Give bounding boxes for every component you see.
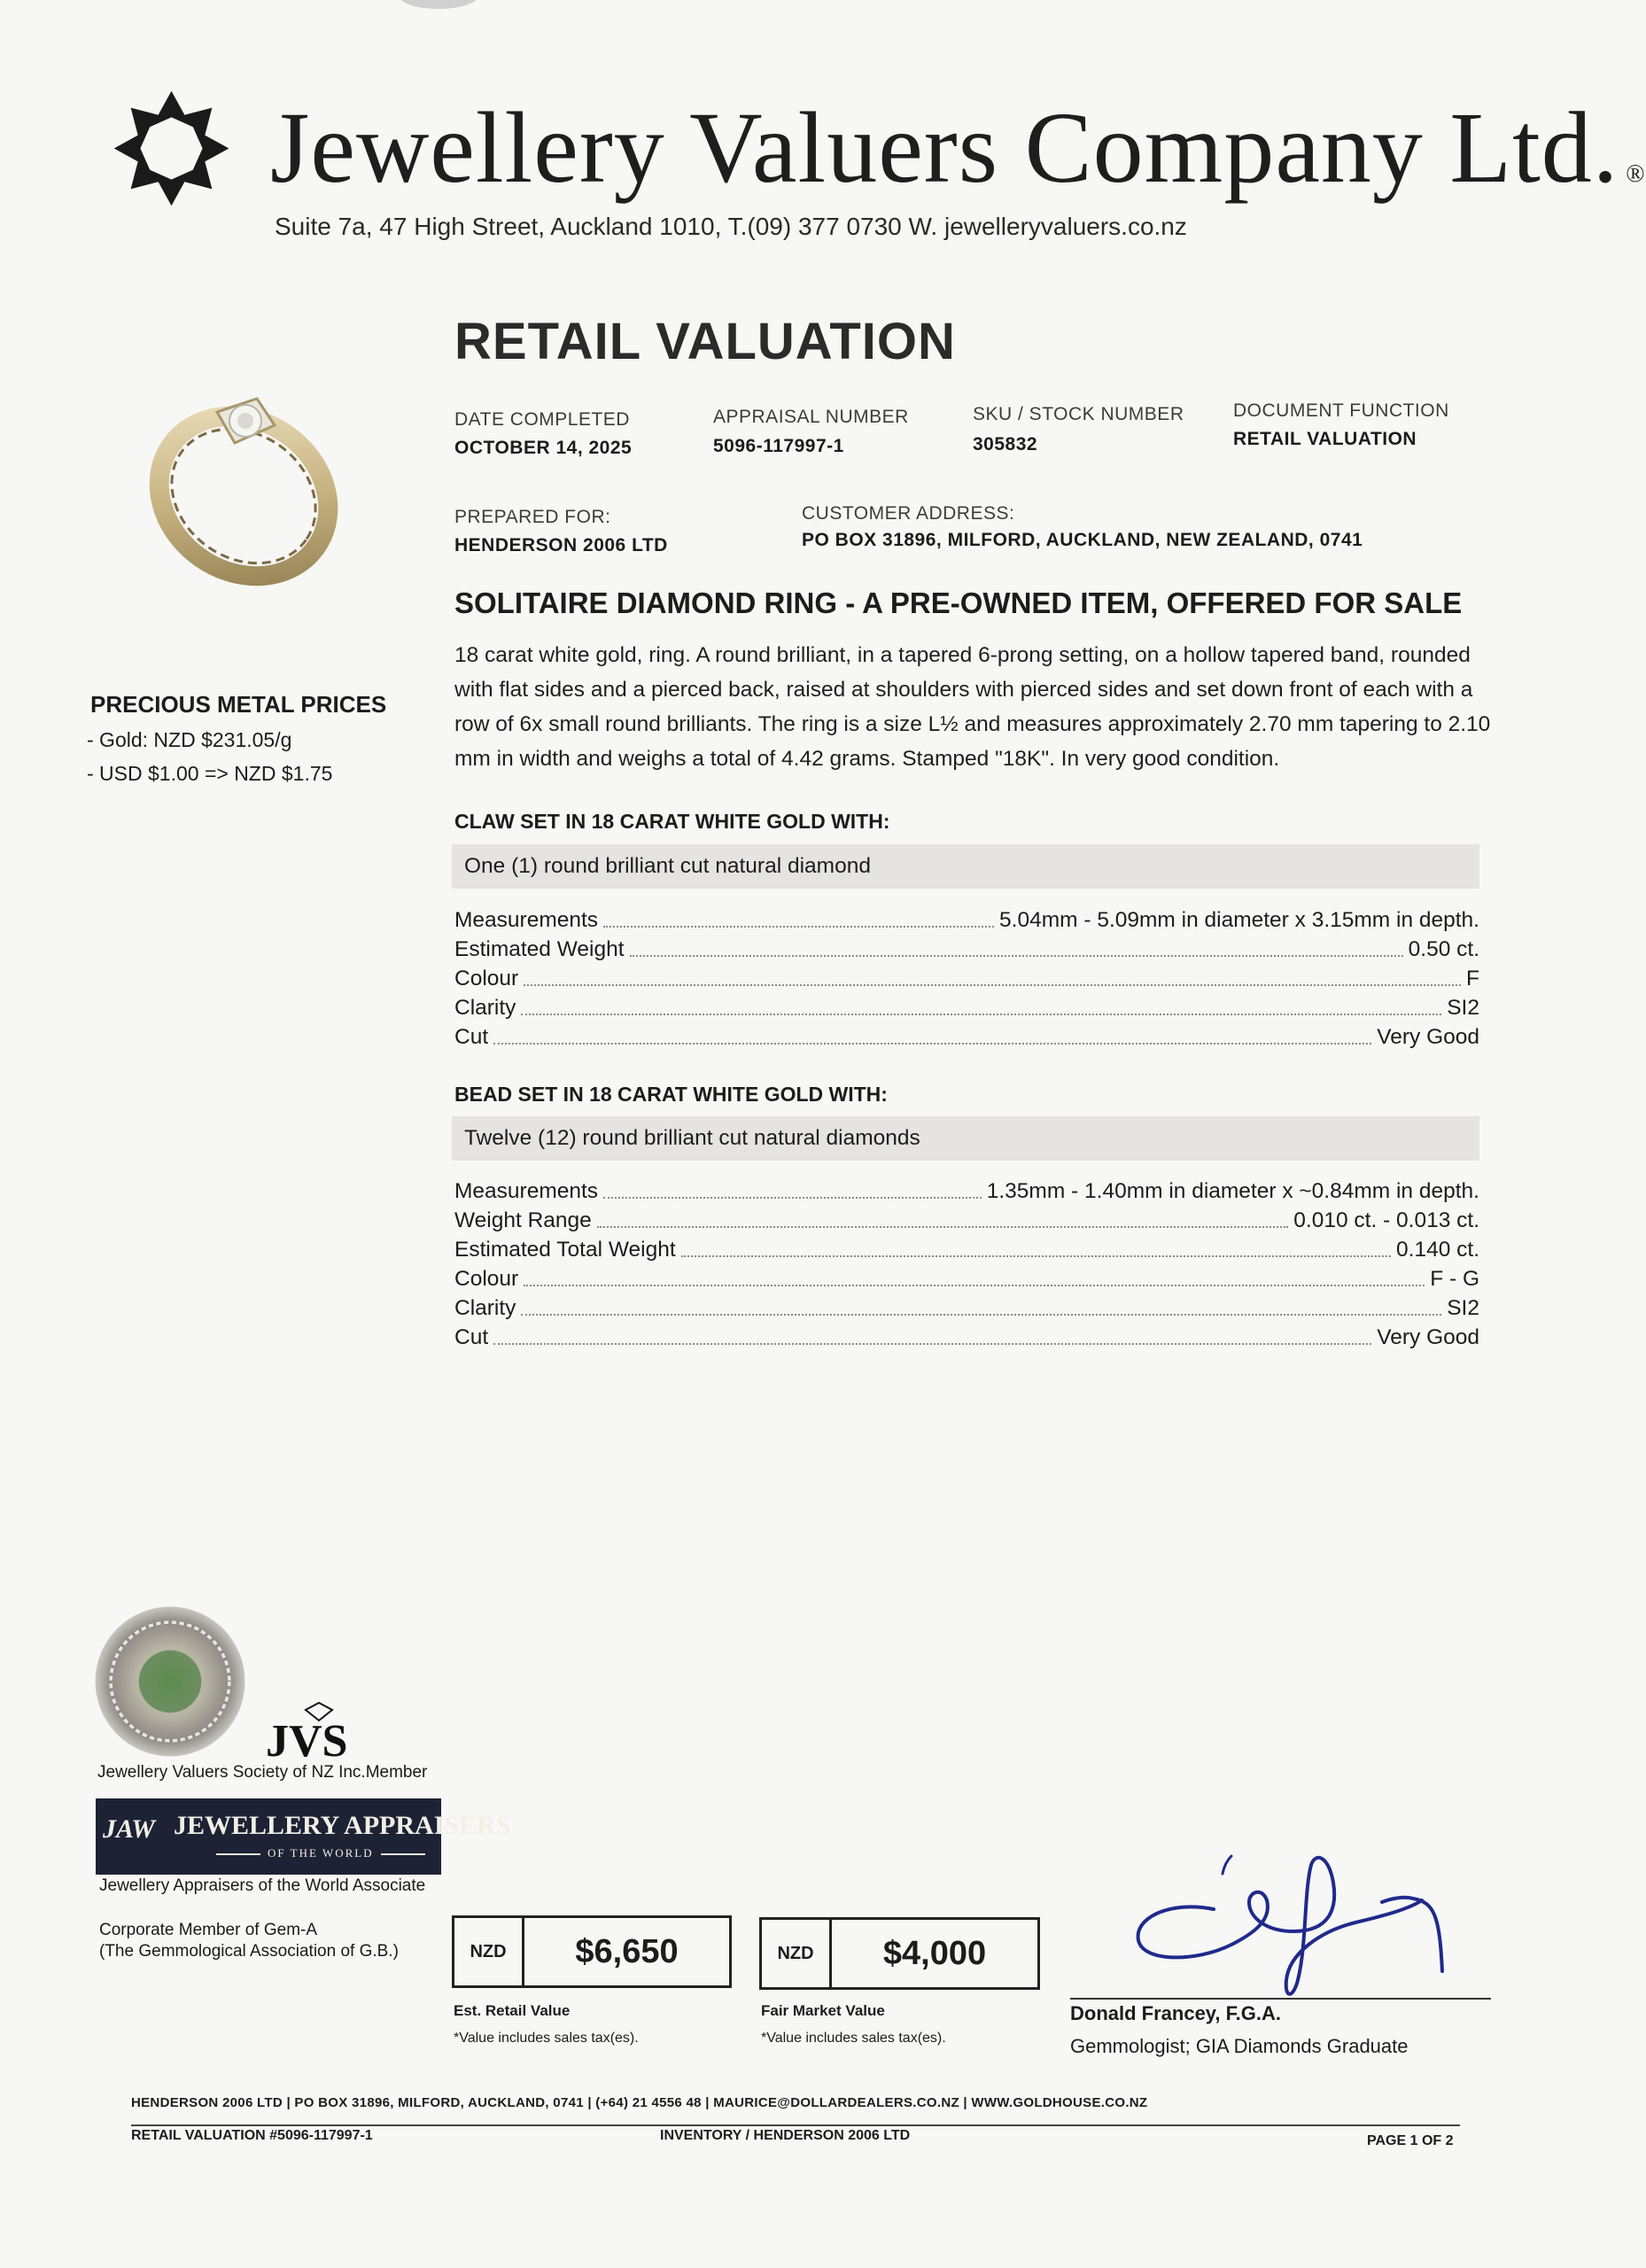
spec-row: Estimated Weight 0.50 ct. — [454, 937, 1479, 961]
fair-market-currency: NZD — [762, 1920, 832, 1987]
page-number: PAGE 1 OF 2 — [1367, 2133, 1454, 2148]
retail-value-note: *Value includes sales tax(es). — [454, 2031, 639, 2046]
retail-value-box — [452, 1915, 732, 1988]
item-description: 18 carat white gold, ring. A round brilliant, in a tapered 6-prong setting, on a hollow tapered band, rounded with flat sides and a pierced back, raised at shoulders with pierced sides and set down front of each with a row of 6x small round brilliants. The ring is a size L½ and measures approximately 2.70 mm tapering to 2.10 mm in width and weighs a total of 4.42 grams. Stamped "18K". In very good condition. — [454, 643, 1491, 771]
scan-artifact — [399, 0, 478, 9]
jvs-hologram-seal-icon — [92, 1604, 248, 1759]
jaw-subtitle: OF THE WORLD — [209, 1846, 432, 1860]
fair-market-value-box — [759, 1917, 1040, 1990]
footer-contact: HENDERSON 2006 LTD | PO BOX 31896, MILFORD, AUCKLAND, 0741 | (+64) 21 4556 48 | MAURICE@DOLLARDEALERS.CO.NZ | WWW.GOLDHOUSE.CO.NZ — [131, 2095, 1148, 2110]
footer-divider — [131, 2124, 1460, 2126]
spec-row: Colour F - G — [454, 1267, 1479, 1291]
date-completed-label: DATE COMPLETED — [454, 409, 630, 430]
claw-section-heading: CLAW SET IN 18 CARAT WHITE GOLD WITH: — [454, 810, 890, 833]
document-function-value: RETAIL VALUATION — [1233, 429, 1417, 449]
claw-section-band: One (1) round brilliant cut natural diamond — [452, 844, 1479, 889]
signer-name: Donald Francey, F.G.A. — [1070, 2002, 1281, 2024]
jaw-title: JEWELLERY APPRAISERS — [174, 1811, 511, 1840]
fair-market-amount: $4,000 — [882, 1934, 987, 1972]
gema-association-text: (The Gemmological Association of G.B.) — [99, 1942, 399, 1961]
customer-address-value: PO BOX 31896, MILFORD, AUCKLAND, NEW ZEALAND, 0741 — [802, 530, 1363, 550]
item-title: SOLITAIRE DIAMOND RING - A PRE-OWNED ITEM, OFFERED FOR SALE — [454, 586, 1463, 619]
spec-row: Colour F — [454, 967, 1479, 990]
company-name: Jewellery Valuers Company Ltd. ® — [270, 91, 1646, 204]
spec-row: Estimated Total Weight 0.140 ct. — [454, 1238, 1479, 1262]
jaw-logo: JAW — [103, 1814, 155, 1844]
retail-currency: NZD — [454, 1918, 524, 1985]
bead-section-heading: BEAD SET IN 18 CARAT WHITE GOLD WITH: — [454, 1083, 888, 1106]
prepared-for-value: HENDERSON 2006 LTD — [454, 535, 668, 555]
jvs-logo-icon — [257, 1701, 381, 1767]
gold-price: - Gold: NZD $231.05/g — [87, 728, 292, 751]
octagram-star-logo-icon — [112, 89, 231, 208]
company-address: Suite 7a, 47 High Street, Auckland 1010, T.(09) 377 0730 W. jewelleryvaluers.co.nz — [275, 213, 1187, 240]
prepared-for-label: PREPARED FOR: — [454, 507, 611, 527]
spec-row: Cut Very Good — [454, 1325, 1479, 1349]
gema-member-text: Corporate Member of Gem-A — [99, 1921, 318, 1939]
document-function-label: DOCUMENT FUNCTION — [1233, 400, 1449, 421]
date-completed-value: OCTOBER 14, 2025 — [454, 438, 633, 458]
appraisal-number-value: 5096-117997-1 — [713, 436, 844, 456]
diamond-ring-photo-icon — [142, 363, 346, 594]
jaw-associate-text: Jewellery Appraisers of the World Associate — [99, 1876, 426, 1895]
footer-inventory: INVENTORY / HENDERSON 2006 LTD — [660, 2128, 911, 2143]
appraisal-number-label: APPRAISAL NUMBER — [713, 407, 909, 427]
spec-row: Measurements 1.35mm - 1.40mm in diameter x ~0.84mm in depth. — [454, 1179, 1479, 1203]
sku-label: SKU / STOCK NUMBER — [973, 404, 1184, 424]
signature-line — [1070, 1998, 1491, 2000]
sku-value: 305832 — [973, 434, 1038, 454]
precious-metal-title: PRECIOUS METAL PRICES — [90, 691, 387, 718]
usd-rate: - USD $1.00 => NZD $1.75 — [87, 762, 333, 785]
spec-row: Clarity SI2 — [454, 1296, 1479, 1320]
bead-section-band: Twelve (12) round brilliant cut natural diamonds — [452, 1116, 1479, 1161]
svg-text:JVS: JVS — [266, 1716, 348, 1767]
fair-market-value-note: *Value includes sales tax(es). — [761, 2031, 946, 2046]
spec-row: Measurements 5.04mm - 5.09mm in diameter x 3.15mm in depth. — [454, 908, 1479, 932]
document-title: RETAIL VALUATION — [454, 313, 956, 370]
spec-row: Clarity SI2 — [454, 996, 1479, 1020]
spec-row: Weight Range 0.010 ct. - 0.013 ct. — [454, 1208, 1479, 1232]
retail-value-caption: Est. Retail Value — [454, 2002, 571, 2019]
retail-amount: $6,650 — [575, 1932, 679, 1970]
signer-title: Gemmologist; GIA Diamonds Graduate — [1070, 2035, 1409, 2057]
jvs-member-text: Jewellery Valuers Society of NZ Inc.Member — [97, 1763, 428, 1782]
footer-reference: RETAIL VALUATION #5096-117997-1 — [131, 2128, 373, 2143]
handwritten-signature-icon — [1116, 1847, 1471, 2002]
fair-market-value-caption: Fair Market Value — [761, 2002, 885, 2019]
customer-address-label: CUSTOMER ADDRESS: — [802, 503, 1015, 524]
spec-row: Cut Very Good — [454, 1025, 1479, 1049]
jaw-banner — [96, 1798, 511, 1875]
